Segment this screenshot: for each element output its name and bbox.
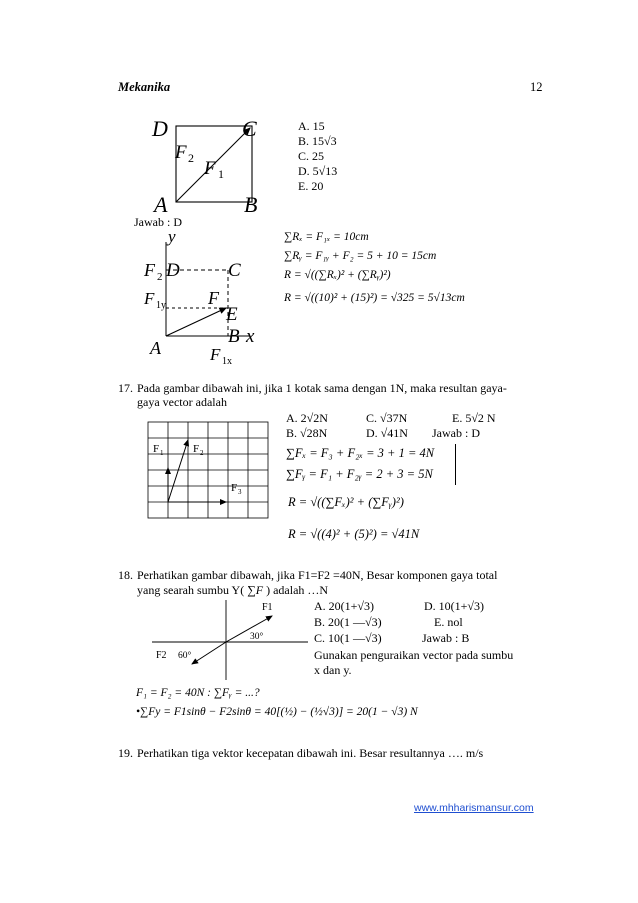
q18-eq-given: F₁ = F₂ = 40N : ∑Fᵧ = ...? [136, 687, 260, 699]
grid-vector-figure [146, 420, 276, 524]
q16-option-d: D. 5√13 [298, 164, 338, 178]
q16-option-e: E. 20 [298, 179, 324, 193]
label-x: x [246, 326, 255, 347]
vector-f2 [192, 642, 226, 664]
q16-option-a: A. 15 [298, 119, 325, 133]
label-d: D [166, 260, 180, 281]
label-f1: F [208, 288, 219, 308]
q17-option-d: D. √41N [366, 426, 408, 440]
label-f1: F1 [262, 602, 273, 613]
q18-text-line2-start: yang searah sumbu Y( [137, 583, 245, 597]
label-f1-sub: 1 [218, 167, 224, 181]
q18-option-d: D. 10(1+√3) [424, 599, 485, 613]
q18-answer: Jawab : B [422, 631, 470, 645]
label-f1x: F [210, 345, 221, 364]
q18-hint-line1: Gunakan penguraikan vector pada sumbu [314, 648, 514, 662]
footer-url-link[interactable]: www.mhharismansur.com [414, 802, 534, 814]
q17-eq-r-formula: R = √((∑Fₓ)² + (∑Fᵧ)²) [288, 495, 404, 509]
q16-answer: Jawab : D [134, 215, 182, 229]
vector-f2 [168, 440, 188, 502]
q16-eq-ry: ∑Rᵧ = F₁ᵧ + F₂ = 5 + 10 = 15cm [284, 250, 437, 262]
label-f1x-sub: 1x [222, 356, 232, 367]
label-f2: F [175, 142, 187, 163]
q18-eq-solution: •∑Fy = F1sinθ − F2sinθ = 40[(½) − (½√3)] = 20(1 − √3) N [136, 706, 418, 718]
label-c: C [242, 116, 257, 141]
q16-option-c: C. 25 [298, 149, 325, 163]
q16-eq-rx: ∑Rₓ = F₁ₓ = 10cm [284, 231, 369, 243]
q17-option-c: C. √37N [366, 411, 408, 425]
q16-eq-r-result: R = √((10)² + (15)²) = √325 = 5√13cm [284, 292, 465, 304]
grid-label-f3-sub: 3 [238, 488, 242, 496]
label-b: B [244, 192, 258, 214]
page-number: 12 [530, 80, 543, 94]
force-axis-figure [150, 598, 310, 682]
q17-text-line1: Pada gambar dibawah ini, jika 1 kotak sama dengan 1N, maka resultan gaya- [137, 381, 507, 395]
q19-number: 19. [118, 746, 133, 760]
decomposition-figure [138, 228, 278, 368]
header-title: Mekanika [118, 80, 171, 94]
q18-option-c: C. 10(1 —√3) [314, 631, 382, 645]
q18-number: 18. [118, 568, 133, 582]
q17-answer: Jawab : D [432, 426, 480, 440]
label-y: y [168, 228, 176, 246]
q17-option-a: A. 2√2N [286, 411, 328, 425]
q18-sum-f: ∑F [247, 583, 264, 597]
angle-30: 30° [250, 632, 264, 642]
grid-label-f1: F [153, 443, 160, 455]
grid-label-f2: F [193, 443, 200, 455]
q16-option-b: B. 15√3 [298, 134, 337, 148]
label-d: D [152, 116, 168, 141]
q18-option-e: E. nol [434, 615, 463, 629]
angle-60: 60° [178, 651, 192, 661]
label-e: E [226, 304, 238, 325]
label-b: B [228, 326, 240, 347]
q17-option-e: E. 5√2 N [452, 411, 496, 425]
label-f1y-sub: 1y [156, 300, 166, 311]
label-f2: F2 [156, 650, 167, 661]
q17-text-line2: gaya vector adalah [137, 395, 227, 409]
label-a: A [150, 338, 161, 358]
label-c: C [228, 260, 241, 281]
grid-label-f2-sub: 2 [200, 449, 204, 457]
q18-text-line2 [137, 583, 328, 598]
q19-text: Perhatikan tiga vektor kecepatan dibawah ini. Besar resultannya …. m/s [137, 746, 484, 760]
q17-eq-fx: ∑Fₓ = F₃ + F₂ₓ = 3 + 1 = 4N [286, 446, 435, 460]
label-f2: F [144, 260, 155, 280]
grid-lines [148, 422, 268, 518]
label-a: A [154, 192, 168, 214]
q18-option-a: A. 20(1+√3) [314, 599, 375, 613]
q18-hint-line2: x dan y. [314, 663, 352, 677]
vector-f1 [226, 616, 272, 642]
square-vector-figure [140, 112, 280, 214]
q17-option-b: B. √28N [286, 426, 328, 440]
grid-label-f1-sub: 1 [160, 449, 164, 457]
grid-label-f3: F [231, 482, 238, 494]
label-f1: F [204, 158, 216, 179]
q17-eq-r-result: R = √((4)² + (5)²) = √41N [288, 527, 420, 541]
label-f1y: F [144, 289, 155, 308]
label-f2-sub: 2 [157, 271, 163, 283]
q18-option-b: B. 20(1 —√3) [314, 615, 382, 629]
q17-eq-fy: ∑Fᵧ = F₁ + F₂ᵧ = 2 + 3 = 5N [286, 467, 433, 481]
q18-text-line1: Perhatikan gambar dibawah, jika F1=F2 =40N, Besar komponen gaya total [137, 568, 498, 582]
q16-eq-r-formula: R = √((∑Rₓ)² + (∑Rᵧ)²) [284, 269, 391, 281]
vector-f1-arrow [166, 308, 226, 336]
q18-text-line2-end: ) adalah …N [266, 583, 329, 597]
eq-bracket-line [455, 444, 456, 485]
label-f2-sub: 2 [188, 151, 194, 165]
q17-number: 17. [118, 381, 133, 395]
